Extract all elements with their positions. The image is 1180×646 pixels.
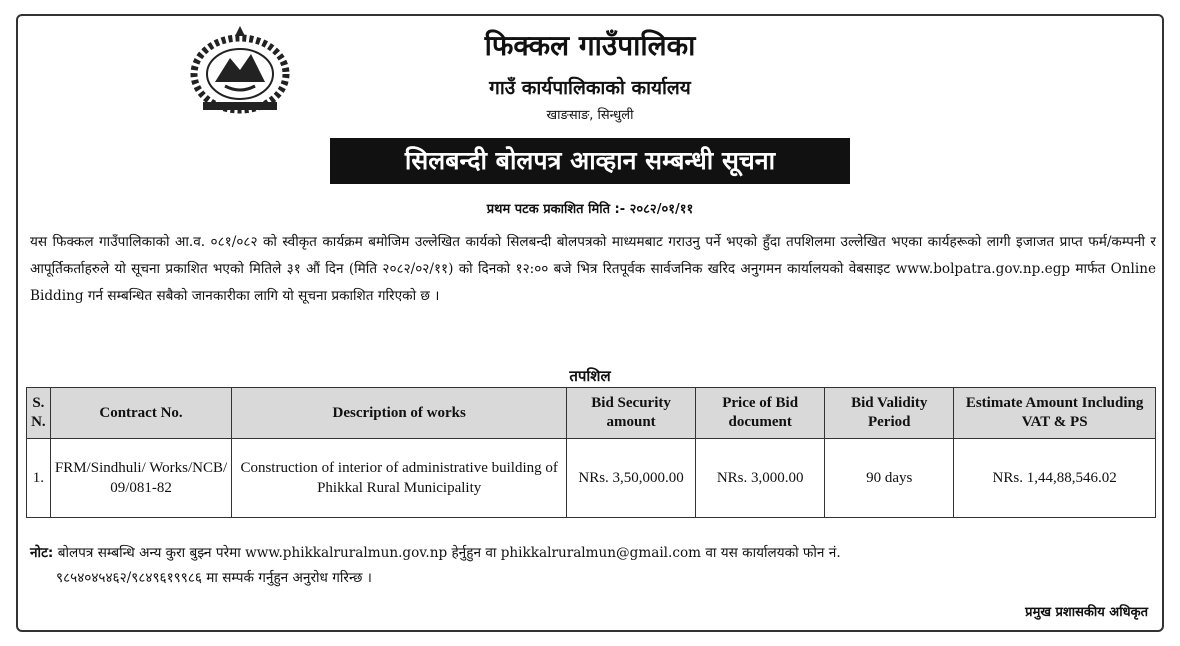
cell-contract-no: FRM/Sindhuli/ Works/NCB/ 09/081-82 — [50, 439, 232, 518]
col-sn: S. N. — [27, 388, 51, 439]
table-row — [27, 439, 1156, 518]
bid-table — [26, 387, 1156, 518]
notice-body: यस फिक्कल गाउँपालिकाको आ.व. ०८१/०८२ को स्वीकृत कार्यक्रम बमोजिम उल्लेखित कार्यको सिलबन्दी बोलपत्रको माध्यमबाट गराउनु पर्ने भएको हुँदा तपशिलमा उल्लेखित भएका कार्यहरूको लागी इजाजत प्राप्त फर्म/कम्पनी र आपूर्तिकर्ताहरुले यो सूचना प्रकाशित भएको मितिले ३१ औं दिन (मिति २०८२/०२/११) को दिनको १२:०० बजे भित्र रितपूर्वक सार्वजनिक खरिद अनुगमन कार्यालयको वेबसाइट www.bolpatra.gov.np.egp मार्फत Online Bidding गर्न सम्बन्धित सबैको जानकारीका लागि यो सूचना प्रकाशित गरिएको छ । — [30, 234, 1156, 304]
signatory: प्रमुख प्रशासकीय अधिकृत — [1025, 605, 1148, 620]
col-bid-security: Bid Security amount — [567, 388, 696, 439]
org-name: फिक्कल गाउँपालिका — [484, 29, 696, 62]
note-line-2: ९८५४०४५४६२/९८४९६१९९८६ मा सम्पर्क गर्नुहुन अनुरोध गरिन्छ । — [56, 570, 372, 586]
cell-estimate: NRs. 1,44,88,546.02 — [954, 439, 1156, 518]
cell-description: Construction of interior of administrative building of Phikkal Rural Municipality — [232, 439, 567, 518]
note-label: नोट: — [30, 545, 54, 561]
col-validity: Bid Validity Period — [825, 388, 954, 439]
notice-title: सिलबन्दी बोलपत्र आव्हान सम्बन्धी सूचना — [330, 138, 850, 184]
col-contract-no: Contract No. — [50, 388, 232, 439]
col-description: Description of works — [232, 388, 567, 439]
publication-date: प्रथम पटक प्रकाशित मिति :- २०८२/०१/११ — [486, 202, 694, 217]
office-name: गाउँ कार्यपालिकाको कार्यालय — [489, 77, 691, 99]
note-section — [30, 541, 1156, 591]
table-heading: तपशिल — [569, 367, 611, 385]
cell-bid-security: NRs. 3,50,000.00 — [567, 439, 696, 518]
cell-bid-price: NRs. 3,000.00 — [696, 439, 825, 518]
office-address: खाङसाङ, सिन्धुली — [546, 108, 634, 123]
cell-validity: 90 days — [825, 439, 954, 518]
col-bid-price: Price of Bid document — [696, 388, 825, 439]
cell-sn: 1. — [27, 439, 51, 518]
note-line-1: बोलपत्र सम्बन्धि अन्य कुरा बुझ्न परेमा www.phikkalruralmun.gov.np हेर्नुहुन वा phikkalruralmun@gmail.com वा यस कार्यालयको फोन नं. — [57, 545, 841, 561]
col-estimate: Estimate Amount Including VAT & PS — [954, 388, 1156, 439]
table-header-row — [27, 388, 1156, 439]
